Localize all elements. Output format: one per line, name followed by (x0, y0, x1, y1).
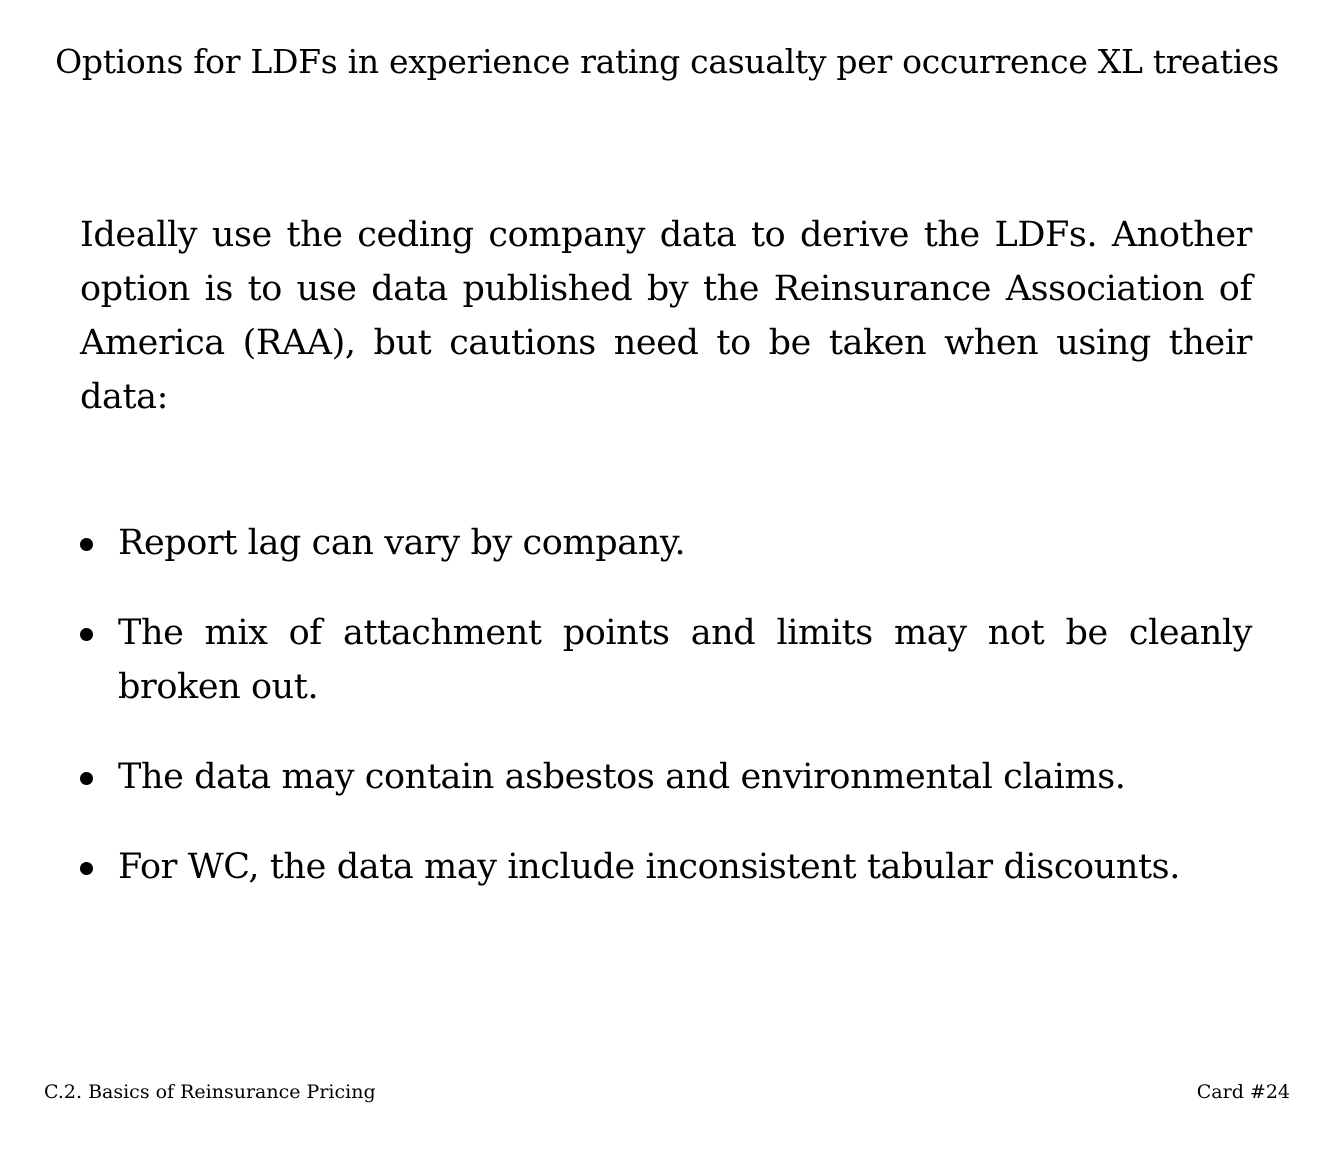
caution-list (80, 516, 1252, 930)
footer-card-number: Card #24 (1196, 1081, 1290, 1103)
list-item (80, 606, 1252, 714)
bullet-dot-icon (80, 862, 93, 875)
bullet-dot-icon (80, 628, 93, 641)
bullet-dot-icon (80, 772, 93, 785)
list-item-text: The data may contain asbestos and environmental claims. (118, 757, 1126, 797)
list-item-text: The mix of attachment points and limits may not be cleanly broken out. (118, 613, 1252, 707)
list-item (80, 516, 1252, 570)
list-item (80, 840, 1252, 894)
list-item-text: Report lag can vary by company. (118, 523, 686, 563)
bullet-dot-icon (80, 538, 93, 551)
list-item (80, 750, 1252, 804)
card-title: Options for LDFs in experience rating casualty per occurrence XL treaties (55, 42, 1279, 81)
list-item-text: For WC, the data may include inconsistent tabular discounts. (118, 847, 1180, 887)
footer-section-label: C.2. Basics of Reinsurance Pricing (44, 1081, 376, 1103)
intro-paragraph: Ideally use the ceding company data to derive the LDFs. Another option is to use data published by the Reinsurance Association of America (RAA), but cautions need to be taken when using their data: (80, 215, 1252, 417)
